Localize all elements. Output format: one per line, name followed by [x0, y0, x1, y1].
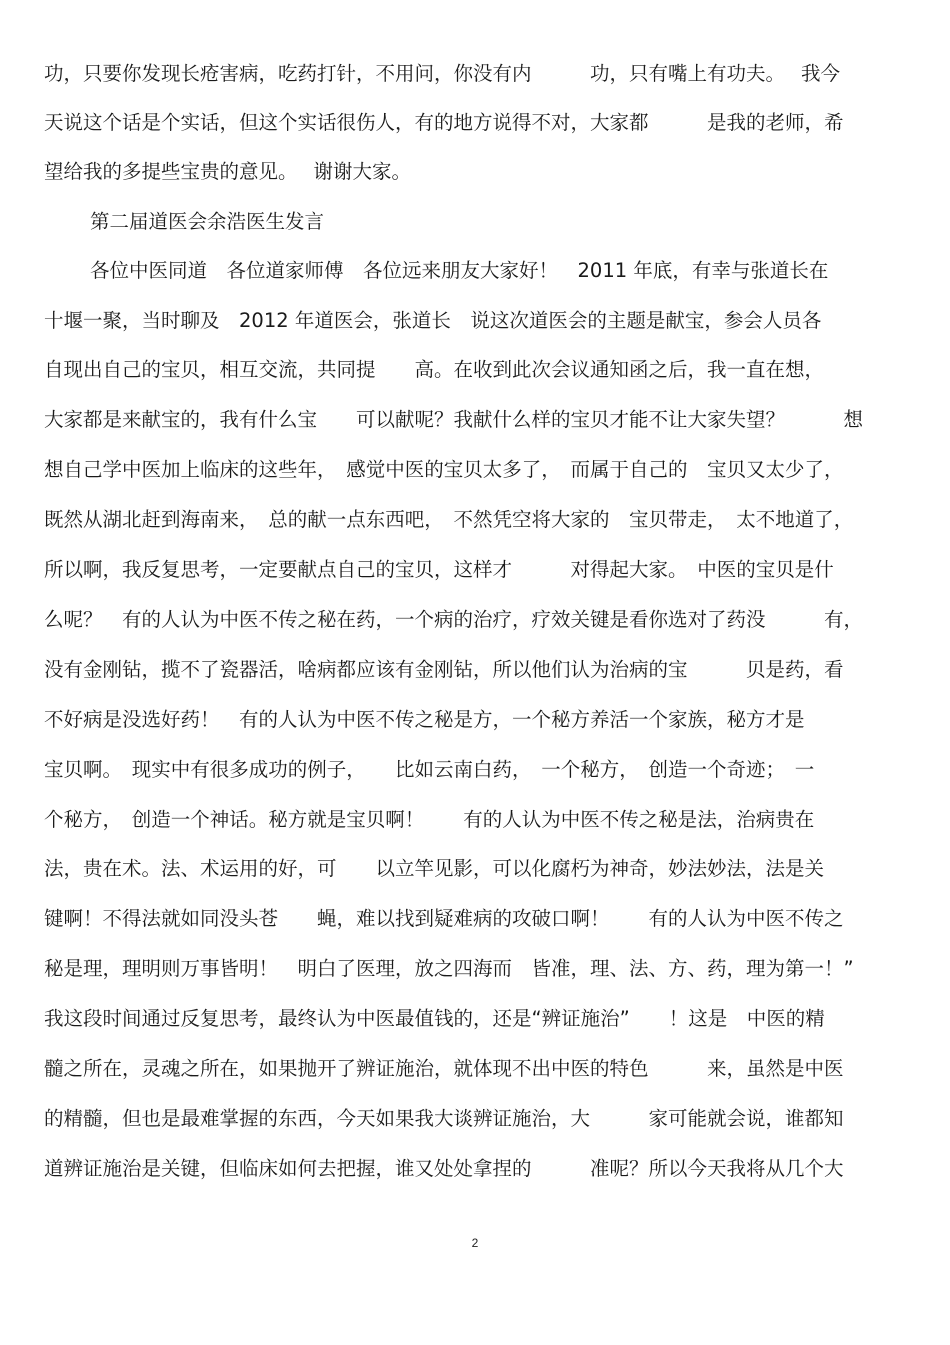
text-line: 没有金刚钻，揽不了瓷器活，啥病都应该有金刚钻，所以他们认为治病的宝 贝是药，看: [44, 658, 844, 681]
text-line: 自现出自己的宝贝，相互交流，共同提 高。在收到此次会议通知函之后，我一直在想，: [44, 358, 825, 381]
text-line: 个秘方， 创造一个神话。秘方就是宝贝啊！ 有的人认为中医不传之秘是法，治病贵在: [44, 808, 815, 831]
text-line: 天说这个话是个实话，但这个实话很伤人，有的地方说得不对，大家都 是我的老师，希: [44, 111, 844, 134]
text-line: 大家都是来献宝的，我有什么宝 可以献呢？我献什么样的宝贝才能不让大家失望？ 想: [44, 408, 864, 431]
text-line: 望给我的多提些宝贵的意见。 谢谢大家。: [44, 160, 411, 183]
text-line: 秘是理，理明则万事皆明！ 明白了医理，放之四海而 皆准，理、法、方、药，理为第一！”: [44, 957, 854, 980]
text-line: 既然从湖北赶到海南来， 总的献一点东西吧， 不然凭空将大家的 宝贝带走， 太不地道了，: [44, 508, 854, 531]
text-line: 十堰一聚，当时聊及 2012 年道医会，张道长 说这次道医会的主题是献宝，参会人员各: [44, 309, 822, 332]
text-line: 宝贝啊。 现实中有很多成功的例子， 比如云南白药， 一个秘方， 创造一个奇迹； 一: [44, 758, 815, 781]
text-line: 么呢？ 有的人认为中医不传之秘在药，一个病的治疗，疗效关键是看你选对了药没 有，: [44, 608, 864, 631]
text-line: 不好病是没选好药！ 有的人认为中医不传之秘是方，一个秘方养活一个家族，秘方才是: [44, 708, 805, 731]
text-line: 的精髓，但也是最难掌握的东西，今天如果我大谈辨证施治，大 家可能就会说，谁都知: [44, 1107, 844, 1130]
text-line: 想自己学中医加上临床的这些年， 感觉中医的宝贝太多了， 而属于自己的 宝贝又太少了，: [44, 458, 844, 481]
text-line: 我这段时间通过反复思考，最终认为中医最值钱的，还是“辨证施治” ！这是 中医的精: [44, 1007, 825, 1030]
section-heading: 第二届道医会余浩医生发言: [90, 210, 325, 233]
text-line: 法，贵在术。法、术运用的好，可 以立竿见影，可以化腐朽为神奇，妙法妙法，法是关: [44, 857, 825, 880]
text-line: 各位中医同道 各位道家师傅 各位远来朋友大家好！ 2011 年底，有幸与张道长在: [90, 259, 829, 282]
text-line: 功，只要你发现长疮害病，吃药打针，不用问，你没有内 功，只有嘴上有功夫。 我今: [44, 62, 840, 85]
text-line: 道辨证施治是关键，但临床如何去把握，谁又处处拿捏的 准呢？所以今天我将从几个大: [44, 1157, 844, 1180]
text-line: 键啊！不得法就如同没头苍 蝇，难以找到疑难病的攻破口啊！ 有的人认为中医不传之: [44, 907, 844, 930]
text-line: 髓之所在，灵魂之所在，如果抛开了辨证施治，就体现不出中医的特色 来，虽然是中医: [44, 1057, 844, 1080]
text-line: 所以啊，我反复思考，一定要献点自己的宝贝，这样才 对得起大家。 中医的宝贝是什: [44, 558, 834, 581]
page-number: 2: [471, 1236, 479, 1250]
